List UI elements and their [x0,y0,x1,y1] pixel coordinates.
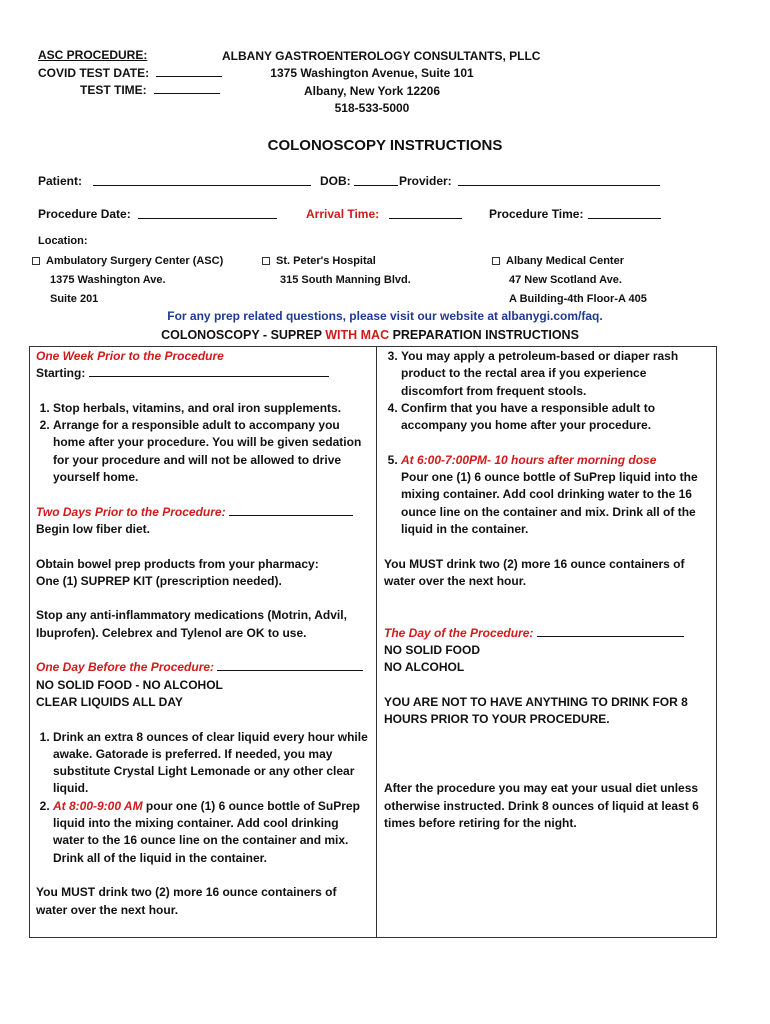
org-address-block [222,48,541,118]
obtain-line2: One (1) SUPREP KIT (prescription needed). [36,573,282,588]
test-time-blank [154,82,220,94]
starting-blank [89,365,329,377]
prep-title-mac: WITH MAC [325,328,390,342]
right-column [384,348,709,832]
amc-name: Albany Medical Center [506,255,624,267]
left-column [36,348,371,919]
patient-label: Patient: [38,174,83,188]
no-alcohol: NO ALCOHOL [384,660,465,675]
two-days-row [36,504,371,521]
org-address-line2: Albany, New York 12206 [303,83,441,98]
test-time-label: TEST TIME: [80,83,147,97]
prep-item-2-text: pour one (1) 6 ounce bottle of SuPrep liquid into the mixing container. Add cool drinking water to the 16 ounce line on the container and mix. Drink all of the liquid in the container. [53,798,360,865]
page-title: COLONOSCOPY INSTRUCTIONS [267,137,503,154]
prep-item-5-text: Pour one (1) 6 ounce bottle of SuPrep liquid into the mixing container. Add cool drinking water to the 16 ounce line on the container and mix. Drink all of the liquid in the container. [401,470,698,536]
arrival-time-blank [389,207,462,219]
procedure-time-label: Procedure Time: [489,207,584,221]
amc-line2: A Building-4th Floor-A 405 [509,293,647,305]
no-solid-food: NO SOLID FOOD [384,643,480,658]
provider-label: Provider: [399,174,452,188]
prep-title [0,328,740,342]
two-days-blank [229,504,353,516]
must-drink-right: You MUST drink two (2) more 16 ounce containers of water over the next hour. [384,556,685,588]
one-day-line2: CLEAR LIQUIDS ALL DAY [36,694,183,709]
prep-item-5 [401,452,709,538]
location-asc [32,252,223,309]
one-day-blank [217,659,363,671]
prep-item-1: 1. Drink an extra 8 ounces of clear liquid every hour while awake. Gatorade is preferred. If needed, you may substitute Crystal Light Lemonade or any other clear liquid. [53,729,371,798]
asc-line2: Suite 201 [50,293,99,305]
procedure-time-blank [588,207,661,219]
covid-test-date-blank [156,65,222,77]
amc-line1: 47 New Scotland Ave. [509,274,622,286]
procedure-date-label: Procedure Date: [38,207,131,221]
test-time-row [80,82,220,97]
week-item-1: 1. Stop herbals, vitamins, and oral iron supplements. [53,400,371,417]
org-name: ALBANY GASTROENTEROLOGY CONSULTANTS, PLLC [222,49,541,63]
prep-title-part1: COLONOSCOPY - SUPREP [161,328,326,342]
asc-procedure-label: ASC PROCEDURE: [38,48,148,62]
dob-label: DOB: [320,174,351,188]
prep-item-2 [53,798,371,867]
after-procedure: After the procedure you may eat your usual diet unless otherwise instructed. Drink 8 ounces of liquid at least 6 times before retiring for the night. [384,781,699,831]
day-of-blank [537,625,684,637]
day-of-heading: The Day of the Procedure: [384,625,534,640]
prep-item-2-time: At 8:00-9:00 AM [53,798,143,813]
prep-item-4: 4. Confirm that you have a responsible adult to accompany you home after your procedure. [401,400,709,435]
one-day-row [36,659,371,676]
asc-line1: 1375 Washington Ave. [50,274,166,286]
arrival-time-label: Arrival Time: [306,207,380,221]
stop-antiinflammatory: Stop any anti-inflammatory medications (Motrin, Advil, Ibuprofen). Celebrex and Tylenol are OK to use. [36,608,347,640]
location-stpeters [262,252,411,290]
stpeters-line1: 315 South Manning Blvd. [280,274,411,286]
must-drink-left: You MUST drink two (2) more 16 ounce containers of water over the next hour. [36,885,337,917]
org-phone: 518-533-5000 [334,101,410,116]
covid-test-date-label: COVID TEST DATE: [38,66,150,80]
asc-checkbox[interactable] [32,257,40,265]
procedure-date-blank [138,207,277,219]
amc-checkbox[interactable] [492,257,500,265]
location-label: Location: [38,235,88,247]
provider-blank [458,174,660,186]
faq-note: For any prep related questions, please visit our website at albanygi.com/faq. [167,309,603,323]
two-days-heading: Two Days Prior to the Procedure: [36,504,226,519]
org-address-line1: 1375 Washington Avenue, Suite 101 [270,66,474,81]
patient-blank [93,174,311,186]
stpeters-checkbox[interactable] [262,257,270,265]
covid-test-date-row [38,65,222,80]
prep-title-part3: PREPARATION INSTRUCTIONS [389,328,579,342]
prep-item-5-time: At 6:00-7:00PM- 10 hours after morning dose [401,452,657,467]
week-heading: One Week Prior to the Procedure [36,349,224,363]
obtain-line1: Obtain bowel prep products from your pharmacy: [36,556,319,571]
week-item-2: 2. Arrange for a responsible adult to accompany you home after your procedure. You will be given sedation for your procedure and will not be allowed to drive yourself home. [53,417,371,486]
nothing-to-drink: YOU ARE NOT TO HAVE ANYTHING TO DRINK FOR 8 HOURS PRIOR TO YOUR PROCEDURE. [384,694,688,727]
asc-name: Ambulatory Surgery Center (ASC) [46,255,224,267]
two-days-text: Begin low fiber diet. [36,521,151,536]
column-divider [376,346,377,938]
one-day-heading: One Day Before the Procedure: [36,660,215,675]
starting-row [36,365,371,382]
one-day-line1: NO SOLID FOOD - NO ALCOHOL [36,677,223,692]
dob-blank [354,174,398,186]
stpeters-name: St. Peter's Hospital [276,255,376,267]
starting-label: Starting: [36,366,86,381]
day-of-row [384,625,709,642]
prep-item-3: 3. You may apply a petroleum-based or diaper rash product to the rectal area if you experience discomfort from frequent stools. [401,348,709,400]
location-amc [492,252,647,309]
